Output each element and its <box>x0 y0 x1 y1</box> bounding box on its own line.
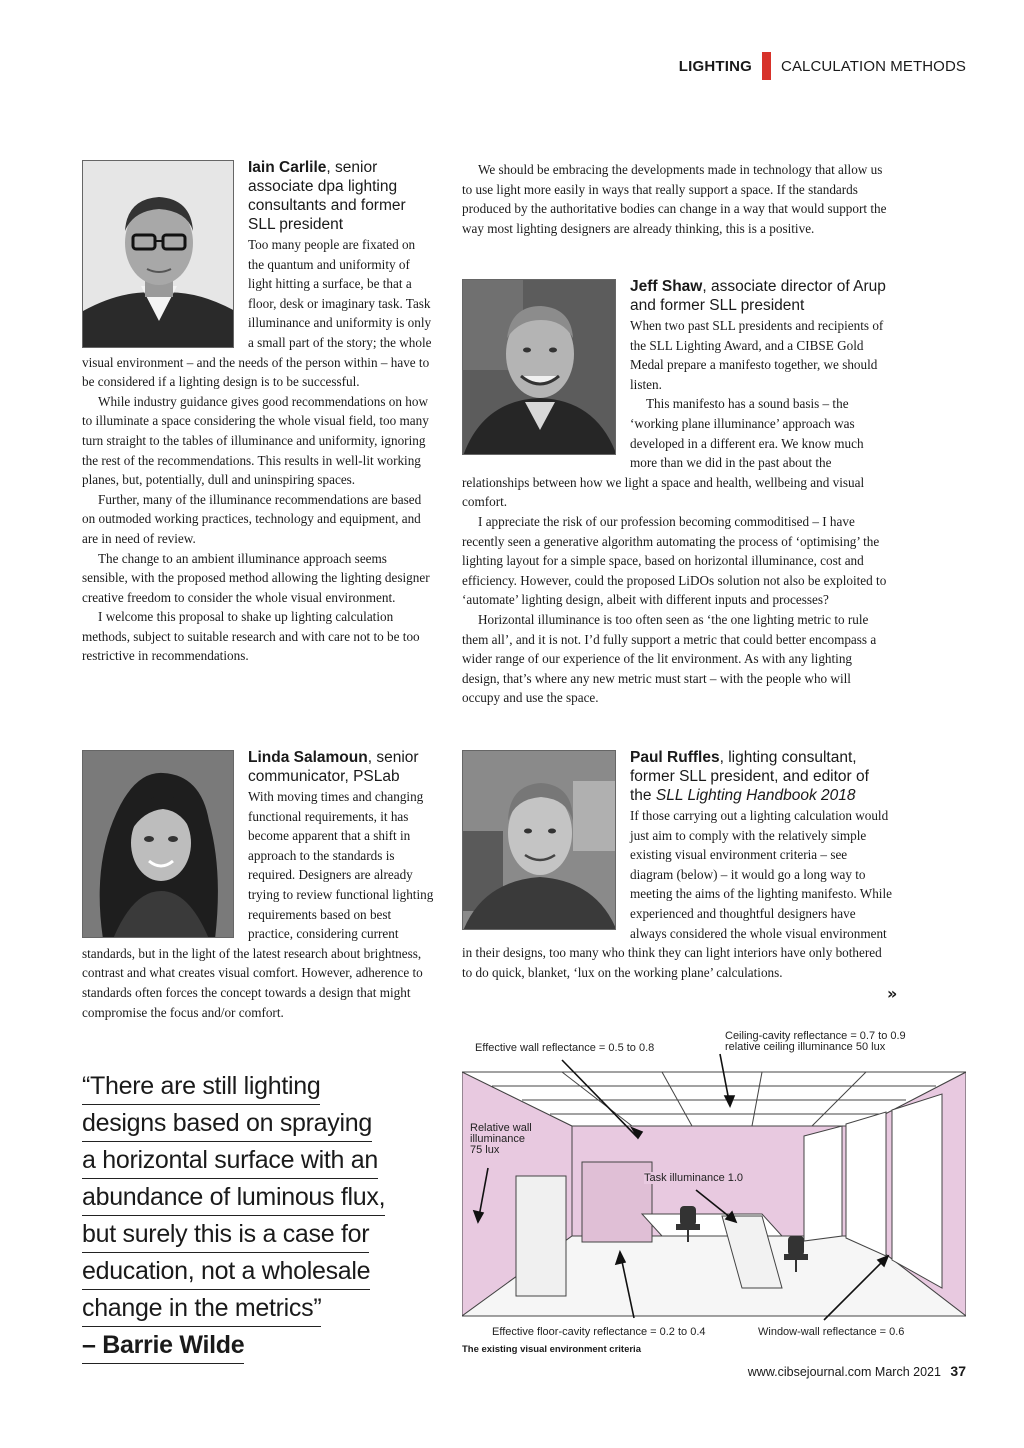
paragraph: I welcome this proposal to shake up lighting calculation methods, subject to suitable research and with care not to be too restrictive in recommendations. <box>82 609 420 664</box>
paragraph: While industry guidance gives good recommendations on how to illuminate a space considering the whole visual field, too many turn straight to the tables of illuminance and uniformity, ignoring the rest of the recommendations. This results in well-lit working planes, but, potentially, dull and uninspiring spaces. <box>82 393 429 488</box>
label-relative-wall-2: illuminance <box>470 1133 526 1145</box>
label-ceiling-illuminance: relative ceiling illuminance 50 lux <box>725 1041 886 1053</box>
quote-author: – Barrie Wilde <box>82 1327 244 1364</box>
book-title: SLL Lighting Handbook 2018 <box>655 787 856 804</box>
portrait-linda-salamoun <box>82 750 234 938</box>
page-number: 37 <box>950 1363 966 1379</box>
ruffles-block <box>462 748 892 982</box>
shelving <box>582 1162 652 1242</box>
header-divider <box>762 52 771 80</box>
quote-line: a horizontal surface with an <box>82 1142 378 1179</box>
paragraph: The change to an ambient illuminance approach seems sensible, with the proposed method allowing the lighting designer creative freedom to consider the whole visual environment. <box>82 550 430 605</box>
quote-line: designs based on spraying <box>82 1105 372 1142</box>
pull-quote <box>82 1068 412 1364</box>
diagram-caption: The existing visual environment criteria <box>462 1344 641 1355</box>
paragraph: Horizontal illuminance is too often seen as ‘the one lighting metric to rule them all’, and it is not. I’d fully support a metric that could better encompass a wider range of our experience of the lit environment. As with any lighting design, that’s where any new metric must start – with the people who will occupy and use the space. <box>462 611 877 706</box>
author-title: , lighting consultant, former SLL president, and editor of the <box>630 749 869 804</box>
portrait-iain-carlile <box>82 160 234 348</box>
portrait-jeff-shaw <box>462 279 616 455</box>
author-name: Iain Carlile <box>248 159 327 176</box>
section-header <box>679 52 966 80</box>
author-title: , senior communicator, PSLab <box>248 749 419 785</box>
paragraph: This manifesto has a sound basis – the ‘working plane illuminance’ approach was developed in a different era. We know much more than we did in the past about the relationships between how we light a space and health, wellbeing and visual comfort. <box>462 396 865 510</box>
quote-line: but surely this is a case for <box>82 1216 369 1253</box>
carlile-block <box>82 158 434 666</box>
subsection-label: CALCULATION METHODS <box>781 57 966 75</box>
paragraph: Further, many of the illuminance recommendations are based on outmoded working practices, technology and equipment, and are in need of review. <box>82 491 422 546</box>
quote-line: education, not a wholesale <box>82 1253 370 1290</box>
paragraph: If those carrying out a lighting calculation would just aim to comply with the relatively simple existing visual environment criteria – see diagram (below) – it would go a long way to meeting the aims of the lighting manifesto. While experienced and thoughtful designers have always considered the whole visual environment in their designs, too many who think they can light interiors have only bothered to do quick, blanket, ‘lux on the working plane’ calculations. <box>462 808 892 980</box>
paragraph: We should be embracing the developments made in technology that allow us to use light more easily in ways that really support a space. If the standards produced by the authoritative bodies can change in a way that would support the way most lighting designers are already thinking, this is a positive. <box>462 162 887 236</box>
paragraph: Too many people are fixated on the quantum and uniformity of light hitting a surface, be that a floor, desk or imaginary task. Task illuminance and uniformity is only a small part of the story; the whole visual environment – and the needs of the person within – have to be considered if a lighting design is to be successful. <box>82 237 432 390</box>
author-name: Linda Salamoun <box>248 749 368 766</box>
label-relative-wall-1: Relative wall <box>470 1122 532 1134</box>
label-wall-reflectance: Effective wall reflectance = 0.5 to 0.8 <box>475 1042 655 1054</box>
label-ceiling-reflectance: Ceiling-cavity reflectance = 0.7 to 0.9 <box>725 1030 906 1042</box>
quote-line: “There are still lighting <box>82 1068 320 1105</box>
shaw-block <box>462 277 892 708</box>
author-name: Jeff Shaw <box>630 278 703 295</box>
label-floor-reflectance: Effective floor-cavity reflectance = 0.2 to 0.4 <box>492 1326 706 1338</box>
label-relative-wall-3: 75 lux <box>470 1144 500 1156</box>
section-label: LIGHTING <box>678 57 753 75</box>
salamoun-block <box>82 748 434 1022</box>
quote-line: abundance of luminous flux, <box>82 1179 385 1216</box>
cabinet <box>516 1176 566 1296</box>
footer-issue: March 2021 <box>874 1365 941 1379</box>
visual-criteria-diagram <box>462 1026 966 1356</box>
label-window-reflectance: Window-wall reflectance = 0.6 <box>758 1326 905 1338</box>
continue-arrow-icon: » <box>887 984 898 1003</box>
author-name: Paul Ruffles <box>630 749 720 766</box>
page-footer <box>748 1363 966 1379</box>
paragraph: With moving times and changing functional requirements, it has become apparent that a shift in approach to the standards is required. Designers are already trying to review functional lighting requirements based on best practice, considering current standards, but in the light of the latest research about brightness, contrast and what creates visual comfort. However, adherence to standards often forces the concept towards a design that might compromise the focus and/or comfort. <box>82 789 434 1020</box>
paragraph: When two past SLL presidents and recipients of the SLL Lighting Award, and a CIBSE Gold Medal prepare a manifesto together, we should listen. <box>630 318 884 392</box>
continuation-block <box>462 160 892 238</box>
label-task-illuminance: Task illuminance 1.0 <box>644 1172 744 1184</box>
portrait-paul-ruffles <box>462 750 616 930</box>
footer-url: www.cibsejournal.com <box>747 1365 872 1379</box>
author-title: , senior associate dpa lighting consultants and former SLL president <box>248 159 406 233</box>
paragraph: I appreciate the risk of our profession becoming commoditised – I have recently seen a generative algorithm automating the process of ‘optimising’ the lighting layout for a simple space, based on horizontal illuminance, cost and efficiency. However, could the proposed LiDOs solution not also be exploited to ‘automate’ lighting design, albeit with different inputs and processes? <box>462 513 887 608</box>
quote-line: change in the metrics” <box>82 1290 321 1327</box>
author-title: , associate director of Arup and former SLL president <box>630 278 886 314</box>
